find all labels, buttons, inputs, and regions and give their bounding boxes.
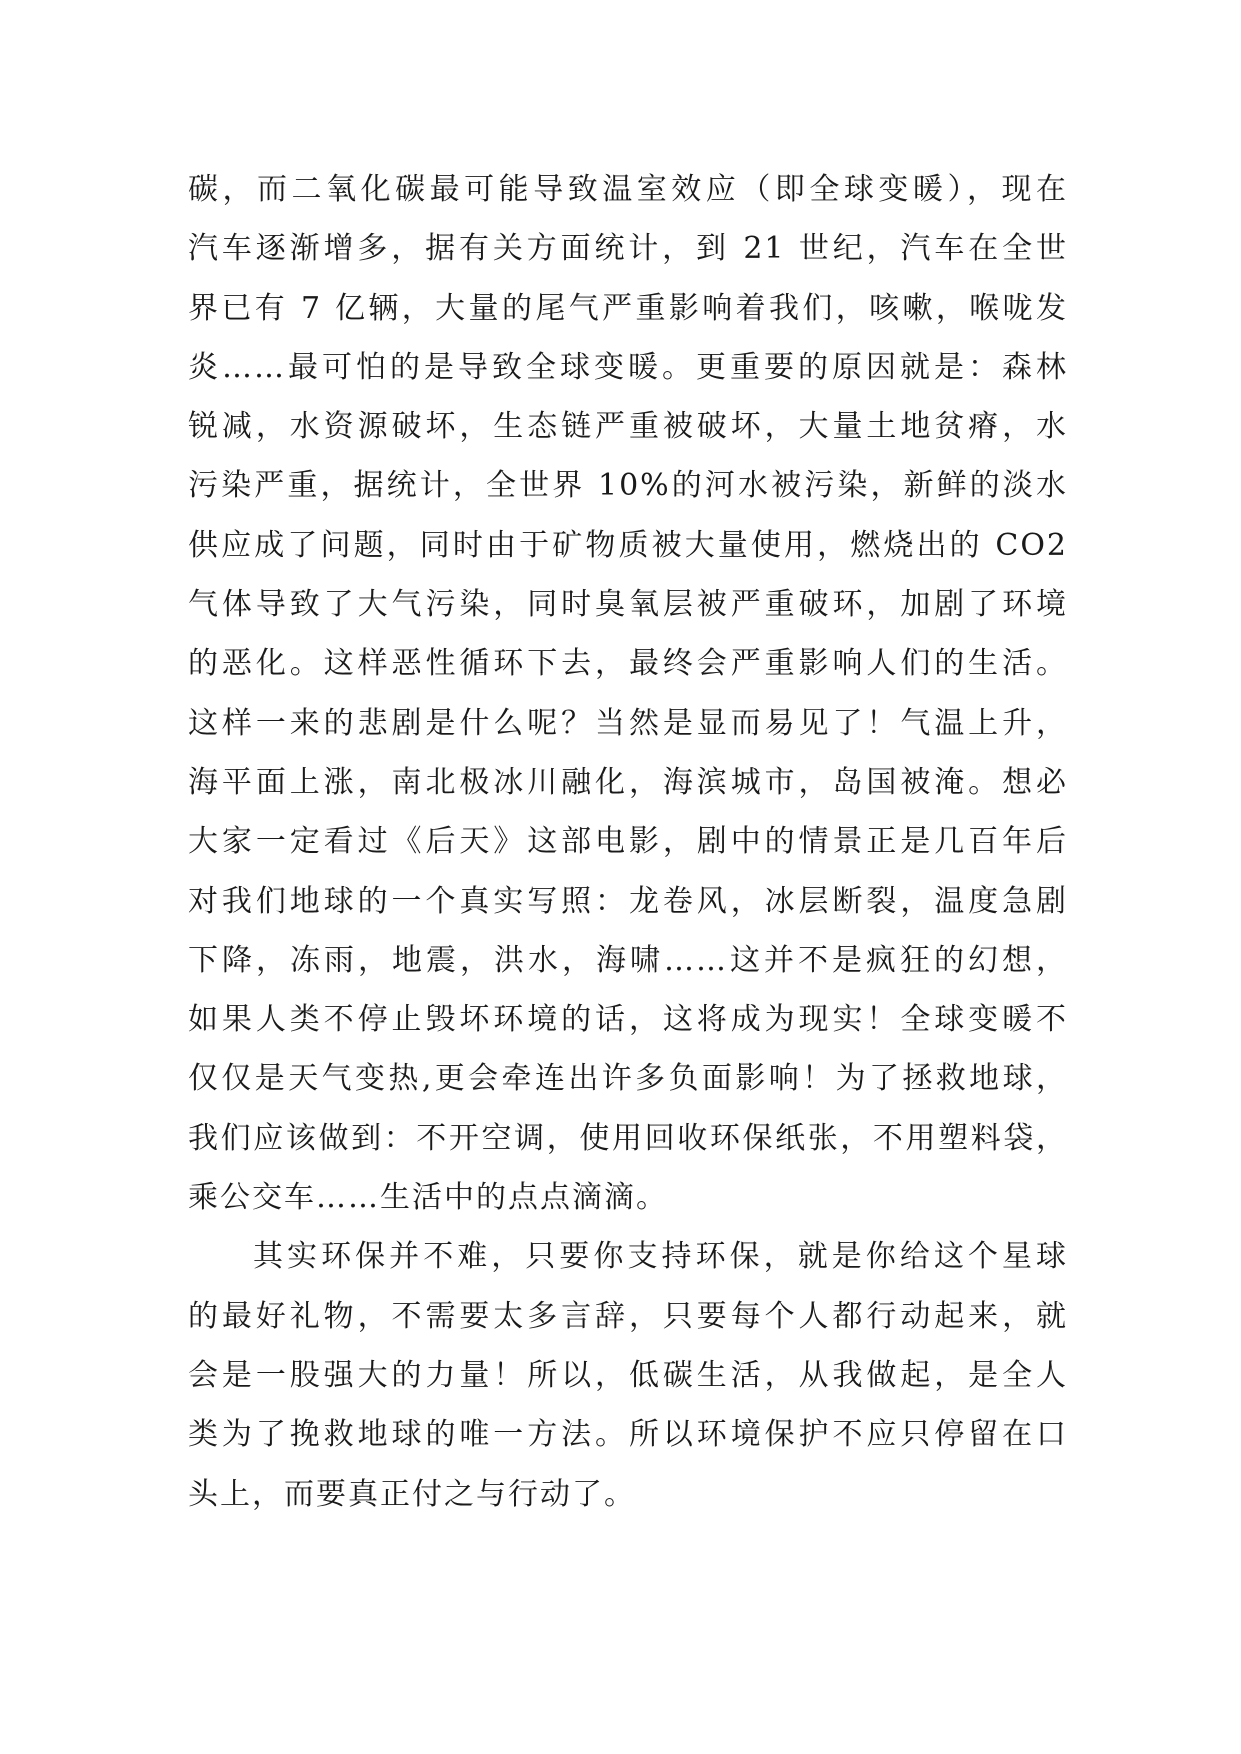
text-line: 气体导致了大气污染，同时臭氧层被严重破环，加剧了环境	[188, 587, 1068, 623]
text-line: 海平面上涨，南北极冰川融化，海滨城市，岛国被淹。想必	[188, 764, 1068, 800]
text-line: 的最好礼物，不需要太多言辞，只要每个人都行动起来，就	[188, 1298, 1068, 1334]
text-line: 锐减，水资源破坏，生态链严重被破坏，大量土地贫瘠，水	[188, 409, 1068, 445]
text-line: 其实环保并不难，只要你支持环保，就是你给这个星球	[253, 1239, 1068, 1275]
text-line: 大家一定看过《后天》这部电影，剧中的情景正是几百年后	[188, 824, 1068, 860]
text-line: 如果人类不停止毁坏环境的话，这将成为现实！全球变暖不	[188, 1002, 1068, 1038]
text-line: 乘公交车……生活中的点点滴滴。	[188, 1180, 668, 1216]
paragraph-1	[188, 160, 1068, 1227]
text-line: 这样一来的悲剧是什么呢？当然是显而易见了！气温上升，	[188, 705, 1068, 741]
text-line: 我们应该做到：不开空调，使用回收环保纸张，不用塑料袋，	[188, 1120, 1068, 1156]
text-line: 下降，冻雨，地震，洪水，海啸……这并不是疯狂的幻想，	[188, 942, 1068, 978]
text-line: 汽车逐渐增多，据有关方面统计，到 21 世纪，汽车在全世	[188, 231, 1068, 267]
text-line: 污染严重，据统计，全世界 10%的河水被污染，新鲜的淡水	[188, 468, 1068, 504]
text-line: 供应成了问题，同时由于矿物质被大量使用，燃烧出的 CO2	[188, 527, 1068, 563]
paragraph-2	[188, 1227, 1068, 1523]
body-text	[188, 160, 1068, 1524]
text-line: 对我们地球的一个真实写照：龙卷风，冰层断裂，温度急剧	[188, 883, 1068, 919]
text-line: 界已有 7 亿辆，大量的尾气严重影响着我们，咳嗽，喉咙发	[188, 290, 1068, 326]
text-line: 类为了挽救地球的唯一方法。所以环境保护不应只停留在口	[188, 1417, 1068, 1453]
text-line: 炎……最可怕的是导致全球变暖。更重要的原因就是：森林	[188, 349, 1068, 385]
text-line: 碳，而二氧化碳最可能导致温室效应（即全球变暖），现在	[188, 172, 1068, 207]
text-line: 的恶化。这样恶性循环下去，最终会严重影响人们的生活。	[188, 646, 1068, 682]
text-line: 头上，而要真正付之与行动了。	[188, 1476, 636, 1512]
text-line: 仅仅是天气变热,更会牵连出许多负面影响！为了拯救地球，	[188, 1061, 1068, 1097]
text-line: 会是一股强大的力量！所以，低碳生活，从我做起，是全人	[188, 1357, 1068, 1393]
